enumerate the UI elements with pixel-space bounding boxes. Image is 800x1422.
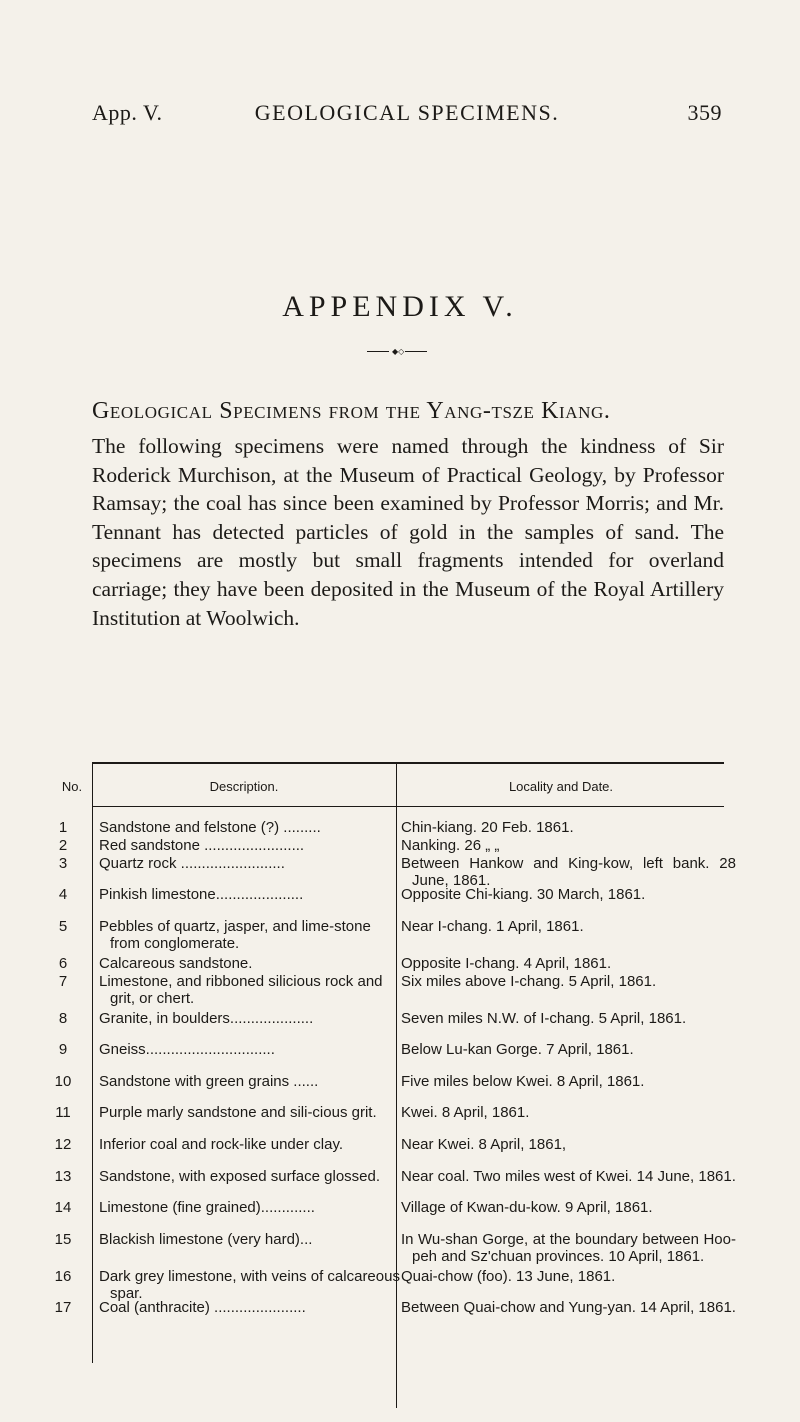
- specimen-number: 1: [58, 819, 68, 836]
- specimen-number: 11: [55, 1104, 71, 1121]
- specimen-number: 2: [58, 837, 68, 854]
- specimen-description: Sandstone with green grains ......: [99, 1073, 319, 1090]
- table-top-rule: [92, 762, 724, 764]
- column-divider-1: [92, 763, 93, 1363]
- specimen-locality: Near coal. Two miles west of Kwei. 14 June, 1861.: [401, 1168, 736, 1185]
- specimen-locality: Quai-chow (foo). 13 June, 1861.: [401, 1268, 616, 1285]
- appendix-title: APPENDIX V.: [282, 290, 518, 323]
- specimen-description: Sandstone and felstone (?) .........: [99, 819, 321, 836]
- specimen-description: Blackish limestone (very hard)...: [99, 1231, 313, 1248]
- running-head-left: App. V.: [92, 100, 163, 125]
- specimen-number: 17: [54, 1299, 72, 1316]
- specimen-locality: Chin-kiang. 20 Feb. 1861.: [401, 819, 574, 836]
- specimen-locality: Five miles below Kwei. 8 April, 1861.: [401, 1073, 645, 1090]
- specimen-locality: Between Hankow and King-kow, left bank. 28 June, 1861.: [401, 855, 736, 889]
- specimen-description: Quartz rock .........................: [99, 855, 285, 872]
- specimen-description: Coal (anthracite) ......................: [99, 1299, 306, 1316]
- specimen-number: 6: [58, 955, 68, 972]
- specimen-description: Pebbles of quartz, jasper, and lime-stone from conglomerate.: [99, 918, 371, 952]
- specimen-number: 9: [58, 1041, 68, 1058]
- specimen-number: 14: [54, 1199, 72, 1216]
- specimen-description: Red sandstone ........................: [99, 837, 305, 854]
- specimen-number: 13: [54, 1168, 72, 1185]
- table-header-rule: [92, 806, 724, 807]
- specimen-description: Purple marly sandstone and sili-cious grit.: [99, 1104, 377, 1121]
- specimen-locality: Opposite I-chang. 4 April, 1861.: [401, 955, 612, 972]
- header-locality: Locality and Date.: [508, 779, 614, 794]
- specimen-number: 15: [54, 1231, 72, 1248]
- specimen-locality: Below Lu-kan Gorge. 7 April, 1861.: [401, 1041, 634, 1058]
- specimen-description: Dark grey limestone, with veins of calcareous spar.: [99, 1268, 400, 1302]
- specimen-number: 10: [54, 1073, 72, 1090]
- specimen-locality: Nanking. 26 „ „: [401, 837, 500, 854]
- running-head-title: GEOLOGICAL SPECIMENS.: [254, 100, 560, 125]
- specimen-locality: Between Quai-chow and Yung-yan. 14 April, 1861.: [401, 1299, 736, 1316]
- specimen-locality: Near I-chang. 1 April, 1861.: [401, 918, 584, 935]
- running-head: [92, 100, 722, 130]
- specimen-number: 12: [54, 1136, 72, 1153]
- specimen-number: 4: [58, 886, 68, 903]
- specimen-description: Inferior coal and rock-like under clay.: [99, 1136, 343, 1153]
- specimen-locality: Seven miles N.W. of I-chang. 5 April, 1861.: [401, 1010, 687, 1027]
- specimen-number: 5: [58, 918, 68, 935]
- section-heading: Geological Specimens from the Yang-tsze Kiang.: [92, 398, 611, 424]
- specimen-locality: Opposite Chi-kiang. 30 March, 1861.: [401, 886, 646, 903]
- specimen-description: Calcareous sandstone.: [99, 955, 253, 972]
- specimen-number: 16: [54, 1268, 72, 1285]
- specimen-description: Granite, in boulders....................: [99, 1010, 314, 1027]
- ornament-divider: ◆◇: [367, 347, 427, 357]
- specimen-number: 3: [58, 855, 68, 872]
- specimen-description: Limestone, and ribboned silicious rock and grit, or chert.: [99, 973, 383, 1007]
- header-description: Description.: [209, 779, 279, 794]
- specimen-number: 8: [58, 1010, 68, 1027]
- specimen-locality: Village of Kwan-du-kow. 9 April, 1861.: [401, 1199, 653, 1216]
- specimen-locality: In Wu-shan Gorge, at the boundary between Hoo-peh and Sz'chuan provinces. 10 April, 1861.: [401, 1231, 736, 1265]
- specimen-description: Sandstone, with exposed surface glossed.: [99, 1168, 381, 1185]
- specimen-locality: Six miles above I-chang. 5 April, 1861.: [401, 973, 657, 990]
- specimen-description: Limestone (fine grained).............: [99, 1199, 315, 1216]
- specimen-description: Gneiss...............................: [99, 1041, 275, 1058]
- specimen-number: 7: [58, 973, 68, 990]
- specimen-locality: Kwei. 8 April, 1861.: [401, 1104, 530, 1121]
- page-number: 359: [687, 100, 722, 125]
- specimen-locality: Near Kwei. 8 April, 1861,: [401, 1136, 567, 1153]
- header-no: No.: [61, 779, 83, 794]
- intro-paragraph: The following specimens were named through the kindness of Sir Roderick Murchison, at the Museum of Practical Geology, by Professor Ramsay; the coal has since been examined by Professor Morris; and Mr. Tennant has detected particles of gold in the samples of sand. The specimens are mostly but small fragments intended for overland carriage; they have been deposited in the Museum of the Royal Artillery Institution at Woolwich.: [92, 434, 724, 630]
- specimen-description: Pinkish limestone.....................: [99, 886, 304, 903]
